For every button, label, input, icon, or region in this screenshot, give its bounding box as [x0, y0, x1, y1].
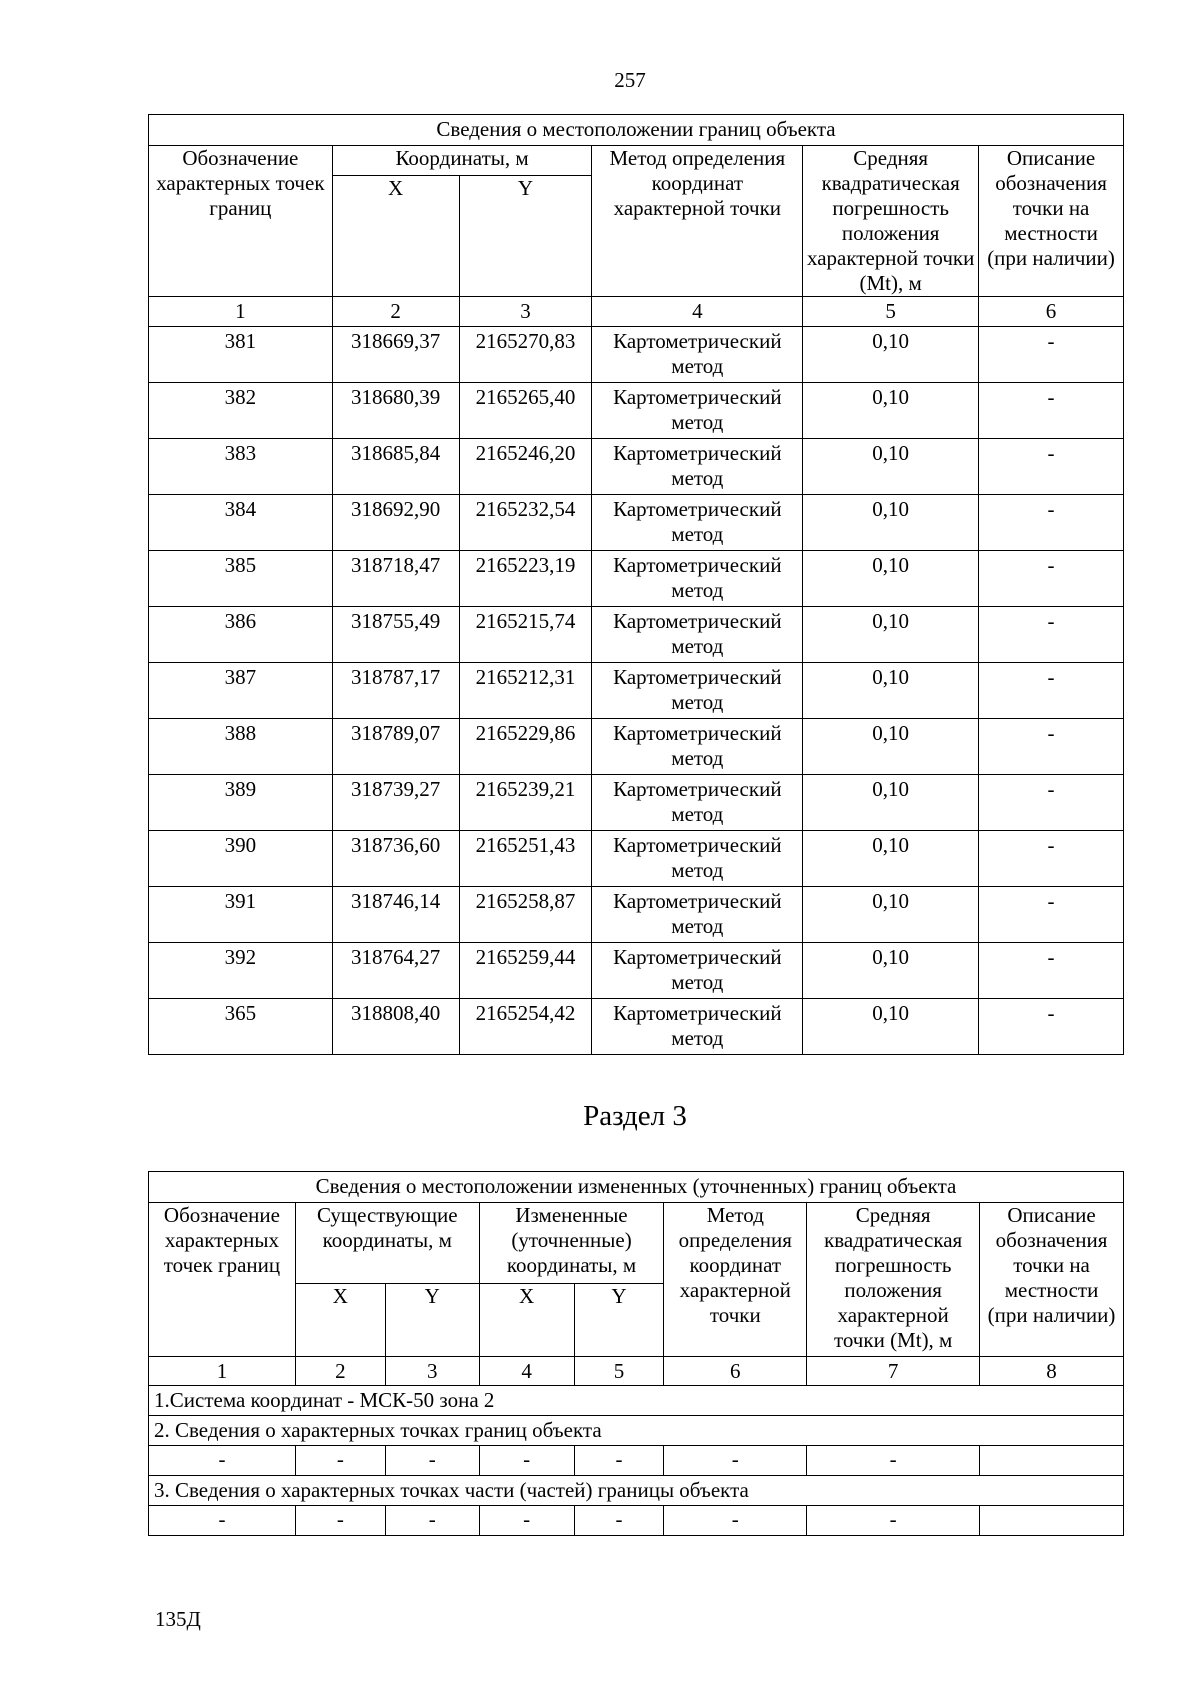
method-cell: Картометрический метод	[592, 775, 803, 831]
description-cell: -	[979, 999, 1124, 1055]
header-y: Y	[459, 176, 592, 297]
x-cell: 318746,14	[332, 887, 459, 943]
x-cell: 318755,49	[332, 607, 459, 663]
column-number: 6	[664, 1357, 807, 1386]
table-row	[149, 831, 1124, 887]
header-existing-coordinates: Существующие координаты, м	[295, 1203, 479, 1284]
column-number: 7	[807, 1357, 980, 1386]
method-cell: Картометрический метод	[592, 439, 803, 495]
method-cell: Картометрический метод	[592, 607, 803, 663]
x-cell: 318808,40	[332, 999, 459, 1055]
header-error: Средняя квадратическая погрешность положения характерной точки (Mt), м	[807, 1203, 980, 1357]
header-changed-x: X	[479, 1284, 574, 1357]
table-row	[149, 775, 1124, 831]
table-title: Сведения о местоположении измененных (уточненных) границ объекта	[149, 1172, 1124, 1203]
error-cell: 0,10	[803, 495, 979, 551]
method-cell: Картометрический метод	[592, 663, 803, 719]
point-cell: 381	[149, 327, 333, 383]
error-cell: 0,10	[803, 775, 979, 831]
column-number: 3	[459, 297, 592, 327]
x-cell: 318669,37	[332, 327, 459, 383]
description-cell: -	[979, 495, 1124, 551]
group-boundary-points: 2. Сведения о характерных точках границ объекта	[149, 1416, 1124, 1446]
description-cell: -	[979, 663, 1124, 719]
point-cell: 387	[149, 663, 333, 719]
header-x: X	[332, 176, 459, 297]
description-cell: -	[979, 887, 1124, 943]
header-changed-coordinates: Измененные (уточненные) координаты, м	[479, 1203, 664, 1284]
empty-cell: -	[664, 1506, 807, 1536]
empty-cell: -	[574, 1506, 664, 1536]
x-cell: 318739,27	[332, 775, 459, 831]
section-title: Раздел 3	[583, 1100, 687, 1132]
point-cell: 384	[149, 495, 333, 551]
empty-cell: -	[574, 1446, 664, 1476]
method-cell: Картометрический метод	[592, 495, 803, 551]
description-cell: -	[979, 383, 1124, 439]
x-cell: 318789,07	[332, 719, 459, 775]
header-method: Метод определения координат характерной точки	[592, 146, 803, 297]
x-cell: 318718,47	[332, 551, 459, 607]
y-cell: 2165251,43	[459, 831, 592, 887]
error-cell: 0,10	[803, 607, 979, 663]
header-coordinates: Координаты, м	[332, 146, 592, 176]
y-cell: 2165223,19	[459, 551, 592, 607]
method-cell: Картометрический метод	[592, 719, 803, 775]
header-error: Средняя квадратическая погрешность положения характерной точки (Mt), м	[803, 146, 979, 297]
table-row	[149, 663, 1124, 719]
description-cell: -	[979, 775, 1124, 831]
column-number: 2	[332, 297, 459, 327]
header-designation: Обозначение характерных точек границ	[149, 146, 333, 297]
x-cell: 318692,90	[332, 495, 459, 551]
method-cell: Картометрический метод	[592, 551, 803, 607]
empty-cell: -	[295, 1506, 385, 1536]
y-cell: 2165215,74	[459, 607, 592, 663]
point-cell: 392	[149, 943, 333, 999]
table-title: Сведения о местоположении границ объекта	[149, 115, 1124, 146]
empty-cell	[980, 1446, 1124, 1476]
y-cell: 2165232,54	[459, 495, 592, 551]
table-row	[149, 999, 1124, 1055]
table-row	[149, 551, 1124, 607]
coord-system-row: 1.Система координат - МСК-50 зона 2	[149, 1386, 1124, 1416]
error-cell: 0,10	[803, 719, 979, 775]
table-row	[149, 439, 1124, 495]
point-cell: 391	[149, 887, 333, 943]
changed-boundary-table	[148, 1171, 1124, 1536]
column-number: 1	[149, 1357, 296, 1386]
point-cell: 390	[149, 831, 333, 887]
table-row	[149, 943, 1124, 999]
y-cell: 2165258,87	[459, 887, 592, 943]
empty-cell	[980, 1506, 1124, 1536]
x-cell: 318787,17	[332, 663, 459, 719]
table-row	[149, 495, 1124, 551]
empty-cell: -	[385, 1506, 479, 1536]
empty-cell: -	[479, 1506, 574, 1536]
point-cell: 382	[149, 383, 333, 439]
column-number: 3	[385, 1357, 479, 1386]
error-cell: 0,10	[803, 663, 979, 719]
description-cell: -	[979, 831, 1124, 887]
column-number: 4	[592, 297, 803, 327]
group-part-points: 3. Сведения о характерных точках части (частей) границы объекта	[149, 1476, 1124, 1506]
method-cell: Картометрический метод	[592, 887, 803, 943]
error-cell: 0,10	[803, 439, 979, 495]
empty-cell: -	[664, 1446, 807, 1476]
empty-cell: -	[479, 1446, 574, 1476]
y-cell: 2165270,83	[459, 327, 592, 383]
table-row	[149, 607, 1124, 663]
footer-code: 135Д	[155, 1607, 201, 1631]
error-cell: 0,10	[803, 831, 979, 887]
error-cell: 0,10	[803, 943, 979, 999]
y-cell: 2165246,20	[459, 439, 592, 495]
column-number: 4	[479, 1357, 574, 1386]
point-cell: 365	[149, 999, 333, 1055]
column-number: 5	[803, 297, 979, 327]
y-cell: 2165259,44	[459, 943, 592, 999]
boundary-points-table	[148, 114, 1124, 1055]
y-cell: 2165212,31	[459, 663, 592, 719]
y-cell: 2165254,42	[459, 999, 592, 1055]
column-number: 8	[980, 1357, 1124, 1386]
x-cell: 318736,60	[332, 831, 459, 887]
point-cell: 386	[149, 607, 333, 663]
column-number: 6	[979, 297, 1124, 327]
point-cell: 388	[149, 719, 333, 775]
header-designation: Обозначение характерных точек границ	[149, 1203, 296, 1357]
column-number: 1	[149, 297, 333, 327]
empty-cell: -	[807, 1446, 980, 1476]
error-cell: 0,10	[803, 887, 979, 943]
column-number: 5	[574, 1357, 664, 1386]
empty-cell: -	[149, 1506, 296, 1536]
method-cell: Картометрический метод	[592, 943, 803, 999]
table-row	[149, 327, 1124, 383]
description-cell: -	[979, 327, 1124, 383]
method-cell: Картометрический метод	[592, 999, 803, 1055]
description-cell: -	[979, 943, 1124, 999]
empty-cell: -	[295, 1446, 385, 1476]
header-existing-x: X	[295, 1284, 385, 1357]
error-cell: 0,10	[803, 551, 979, 607]
method-cell: Картометрический метод	[592, 327, 803, 383]
x-cell: 318685,84	[332, 439, 459, 495]
header-changed-y: Y	[574, 1284, 664, 1357]
error-cell: 0,10	[803, 327, 979, 383]
empty-cell: -	[149, 1446, 296, 1476]
empty-cell: -	[807, 1506, 980, 1536]
method-cell: Картометрический метод	[592, 383, 803, 439]
y-cell: 2165265,40	[459, 383, 592, 439]
point-cell: 389	[149, 775, 333, 831]
point-cell: 385	[149, 551, 333, 607]
x-cell: 318680,39	[332, 383, 459, 439]
header-existing-y: Y	[385, 1284, 479, 1357]
y-cell: 2165229,86	[459, 719, 592, 775]
error-cell: 0,10	[803, 383, 979, 439]
table-row	[149, 383, 1124, 439]
description-cell: -	[979, 439, 1124, 495]
error-cell: 0,10	[803, 999, 979, 1055]
method-cell: Картометрический метод	[592, 831, 803, 887]
description-cell: -	[979, 719, 1124, 775]
empty-cell: -	[385, 1446, 479, 1476]
page-number: 257	[614, 68, 646, 92]
description-cell: -	[979, 551, 1124, 607]
table-row	[149, 887, 1124, 943]
header-description: Описание обозначения точки на местности (при наличии)	[979, 146, 1124, 297]
x-cell: 318764,27	[332, 943, 459, 999]
description-cell: -	[979, 607, 1124, 663]
header-method: Метод определения координат характерной точки	[664, 1203, 807, 1357]
y-cell: 2165239,21	[459, 775, 592, 831]
column-number: 2	[295, 1357, 385, 1386]
header-description: Описание обозначения точки на местности (при наличии)	[980, 1203, 1124, 1357]
table-row	[149, 719, 1124, 775]
point-cell: 383	[149, 439, 333, 495]
